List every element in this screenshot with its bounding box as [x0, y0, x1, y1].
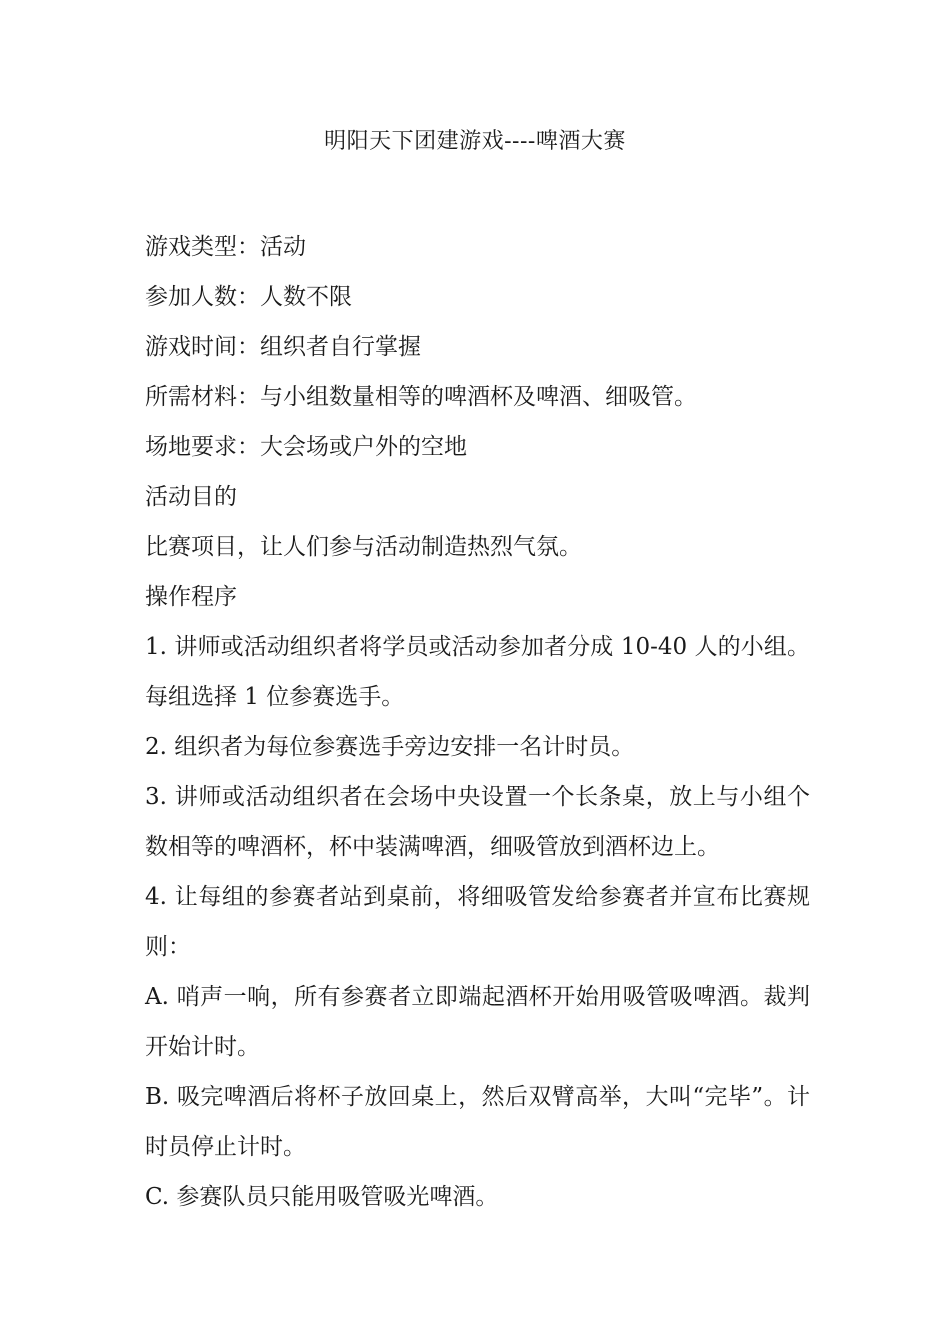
field-label: 参加人数：	[145, 284, 260, 310]
rule-a: A. 哨声一响，所有参赛者立即端起酒杯开始用吸管吸啤酒。裁判开始计时。	[145, 984, 810, 1060]
procedure-step-1: 1. 讲师或活动组织者将学员或活动参加者分成 10-40 人的小组。每组选择 1 位参赛选手。	[145, 634, 810, 710]
field-participants	[145, 272, 810, 322]
procedure-step-4: 4. 让每组的参赛者站到桌前，将细吸管发给参赛者并宣布比赛规则：	[145, 884, 810, 960]
field-duration	[145, 322, 810, 372]
procedure-step-2: 2. 组织者为每位参赛选手旁边安排一名计时员。	[145, 734, 635, 760]
document-body	[145, 222, 810, 1222]
procedure-step-3: 3. 讲师或活动组织者在会场中央设置一个长条桌，放上与小组个数相等的啤酒杯，杯中装满啤酒，细吸管放到酒杯边上。	[145, 784, 810, 860]
field-label: 所需材料：	[145, 384, 260, 410]
field-value: 大会场或户外的空地	[260, 434, 467, 460]
rule-b: B. 吸完啤酒后将杯子放回桌上，然后双臂高举，大叫“完毕”。计时员停止计时。	[145, 1084, 810, 1160]
field-materials	[145, 372, 810, 422]
purpose-text: 比赛项目，让人们参与活动制造热烈气氛。	[145, 534, 582, 560]
procedure-heading: 操作程序	[145, 584, 237, 610]
purpose-heading: 活动目的	[145, 484, 237, 510]
field-label: 游戏时间：	[145, 334, 260, 360]
field-label: 游戏类型：	[145, 234, 260, 260]
field-game-type	[145, 222, 810, 272]
field-venue	[145, 422, 810, 472]
document-title: 明阳天下团建游戏----啤酒大赛	[324, 129, 626, 154]
rule-c: C. 参赛队员只能用吸管吸光啤酒。	[145, 1184, 499, 1210]
field-value: 组织者自行掌握	[260, 334, 421, 360]
field-label: 场地要求：	[145, 434, 260, 460]
field-value: 与小组数量相等的啤酒杯及啤酒、细吸管。	[260, 384, 697, 410]
field-value: 活动	[260, 234, 306, 260]
field-value: 人数不限	[260, 284, 352, 310]
